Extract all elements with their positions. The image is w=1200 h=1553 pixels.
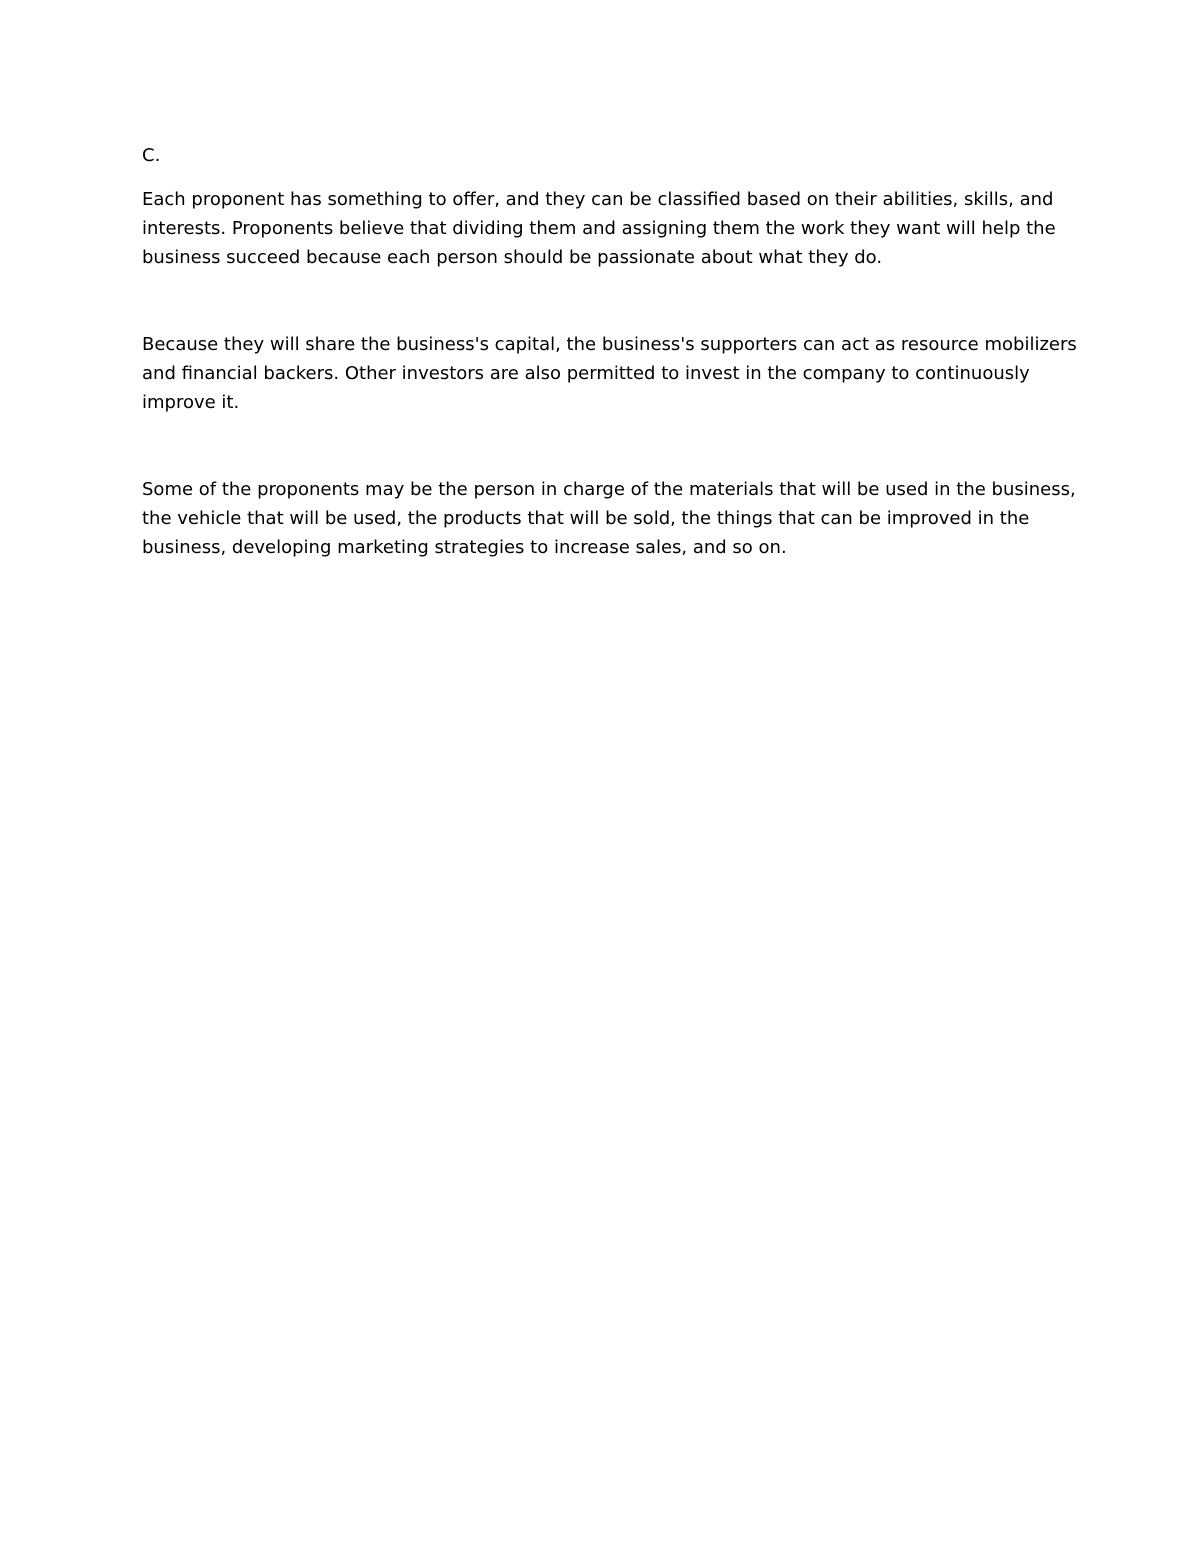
paragraph-1-line-1: Each proponent has something to offer, and they can be classified based on their abilities, skills, and [142,189,1054,210]
paragraph-2-line-2: and financial backers. Other investors are also permitted to invest in the company to continuously [142,363,1030,384]
paragraph-2-line-3: improve it. [142,392,240,413]
paragraph-spacer [142,272,1062,330]
paragraph-3-line-2: the vehicle that will be used, the products that will be sold, the things that can be improved in the [142,508,1030,529]
document-body [142,141,1077,562]
paragraph-2-line-1: Because they will share the business's capital, the business's supporters can act as resource mobilizers [142,334,1077,355]
paragraph-3-line-1: Some of the proponents may be the person in charge of the materials that will be used in the business, [142,479,1076,500]
paragraph-1 [142,185,1062,272]
section-heading: C. [142,145,161,166]
paragraph-3-line-3: business, developing marketing strategies to increase sales, and so on. [142,537,787,558]
paragraph-spacer [142,417,1062,475]
paragraph-3 [142,475,1076,562]
paragraph-1-line-3: business succeed because each person should be passionate about what they do. [142,247,883,268]
paragraph-2 [142,330,1077,417]
paragraph-1-line-2: interests. Proponents believe that dividing them and assigning them the work they want will help the [142,218,1056,239]
